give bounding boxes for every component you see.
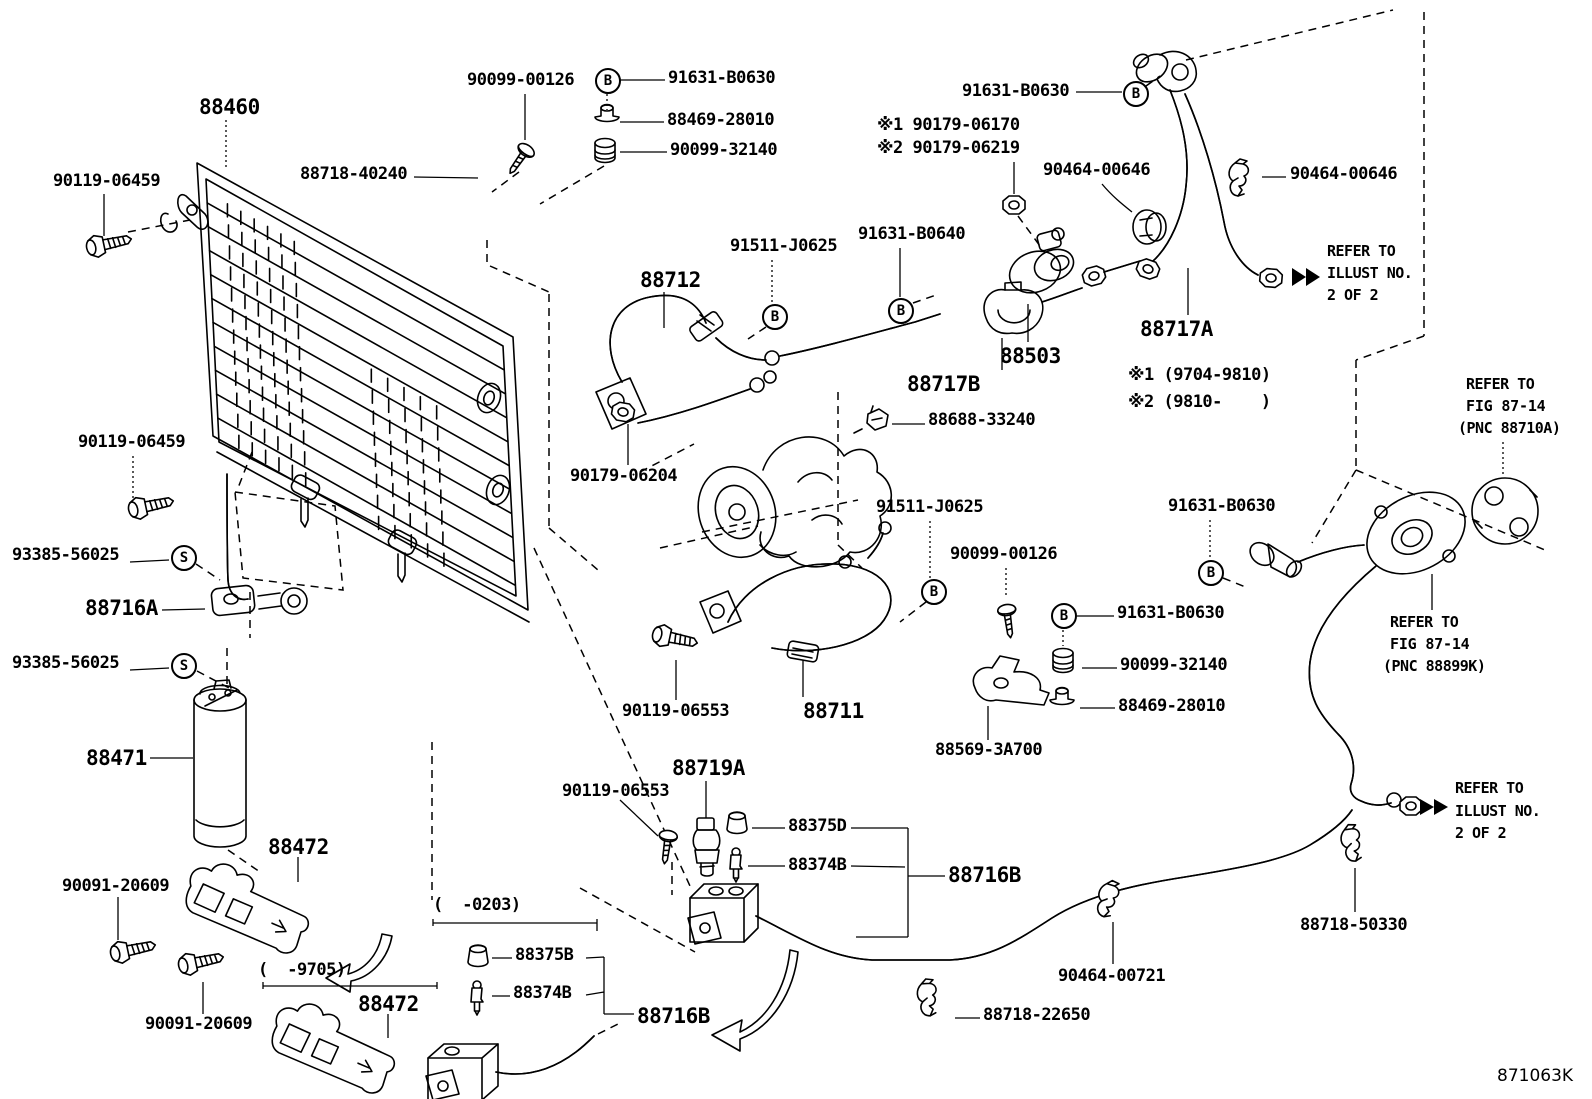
label-88718-22650: 88718-22650 (983, 1005, 1091, 1025)
label-91511-J0625-1: 91511-J0625 (730, 236, 838, 256)
label-refer-fig-710-1: REFER TO (1466, 375, 1535, 393)
label-90099-32140-2: 90099-32140 (1120, 655, 1228, 675)
label-88711: 88711 (803, 699, 864, 723)
fastener-symbol-b-6: B (1198, 560, 1224, 586)
label-88719A: 88719A (672, 756, 745, 780)
label-88374B-1: 88374B (788, 855, 847, 875)
fastener-symbol-b-4: B (921, 579, 947, 605)
label-90119-06459-1: 90119-06459 (53, 171, 161, 191)
label-93385-56025-1: 93385-56025 (12, 545, 120, 565)
label-88717A: 88717A (1140, 317, 1213, 341)
fastener-symbol-b-1: B (1123, 81, 1149, 107)
label-refer-fig-710-2: FIG 87-14 (1466, 397, 1546, 415)
label-refer-illust-bot-3: 2 OF 2 (1455, 824, 1507, 842)
label-88469-28010-1: 88469-28010 (667, 110, 775, 130)
fastener-symbol-b-5: B (1051, 603, 1077, 629)
label-88716B-2: 88716B (637, 1004, 710, 1028)
label-91631-B0630-1: 91631-B0630 (668, 68, 776, 88)
label-90099-00126-2: 90099-00126 (950, 544, 1058, 564)
label-refer-illust-top-1: REFER TO (1327, 242, 1396, 260)
label-note-4: ※2 (9810- ) (1128, 392, 1271, 412)
label-88460: 88460 (199, 95, 260, 119)
label-88469-28010-2: 88469-28010 (1118, 696, 1226, 716)
label-91631-B0630-2: 91631-B0630 (962, 81, 1070, 101)
label-90464-00646-1: 90464-00646 (1043, 160, 1151, 180)
label-refer-illust-bot-2: ILLUST NO. (1455, 802, 1541, 820)
label-refer-illust-top-3: 2 OF 2 (1327, 286, 1379, 304)
label-note-3: ※1 (9704-9810) (1128, 365, 1271, 385)
label-88718-50330: 88718-50330 (1300, 915, 1408, 935)
fastener-symbol-s-7: S (171, 545, 197, 571)
fastener-symbol-b-0: B (595, 68, 621, 94)
label-note-2: ※2 90179-06219 (877, 138, 1020, 158)
label-88569-3A700: 88569-3A700 (935, 740, 1043, 760)
label-90464-00646-2: 90464-00646 (1290, 164, 1398, 184)
label-paren-0203: ( -0203) (433, 895, 521, 915)
fastener-symbol-b-2: B (762, 304, 788, 330)
label-88503: 88503 (1000, 344, 1061, 368)
fastener-symbol-s-8: S (171, 653, 197, 679)
label-88471: 88471 (86, 746, 147, 770)
label-paren-9705: ( -9705) (258, 960, 346, 980)
label-90099-32140-1: 90099-32140 (670, 140, 778, 160)
label-91631-B0640: 91631-B0640 (858, 224, 966, 244)
label-91511-J0625-2: 91511-J0625 (876, 497, 984, 517)
fastener-symbol-b-3: B (888, 298, 914, 324)
label-90119-06553-1: 90119-06553 (622, 701, 730, 721)
label-88712: 88712 (640, 268, 701, 292)
label-88716B-1: 88716B (948, 863, 1021, 887)
label-91631-B0630-3: 91631-B0630 (1168, 496, 1276, 516)
label-88375B: 88375B (515, 945, 574, 965)
label-refer-fig-899-2: FIG 87-14 (1390, 635, 1470, 653)
label-refer-fig-899-3: (PNC 88899K) (1383, 657, 1486, 675)
label-88374B-2: 88374B (513, 983, 572, 1003)
label-88688-33240: 88688-33240 (928, 410, 1036, 430)
label-88472-1: 88472 (268, 835, 329, 859)
label-90464-00721: 90464-00721 (1058, 966, 1166, 986)
label-note-1: ※1 90179-06170 (877, 115, 1020, 135)
label-88375D: 88375D (788, 816, 847, 836)
label-refer-fig-899-1: REFER TO (1390, 613, 1459, 631)
label-90091-20609-2: 90091-20609 (145, 1014, 253, 1034)
label-refer-illust-top-2: ILLUST NO. (1327, 264, 1413, 282)
label-88472-2: 88472 (358, 992, 419, 1016)
label-refer-illust-bot-1: REFER TO (1455, 779, 1524, 797)
label-88718-40240: 88718-40240 (300, 164, 408, 184)
label-88717B: 88717B (907, 372, 980, 396)
label-refer-fig-710-3: (PNC 88710A) (1458, 419, 1561, 437)
label-footer-code: 871063K (1497, 1066, 1574, 1086)
label-93385-56025-2: 93385-56025 (12, 653, 120, 673)
label-91631-B0630-4: 91631-B0630 (1117, 603, 1225, 623)
label-90091-20609-1: 90091-20609 (62, 876, 170, 896)
label-88716A: 88716A (85, 596, 158, 620)
label-90119-06553-2: 90119-06553 (562, 781, 670, 801)
label-90099-00126-1: 90099-00126 (467, 70, 575, 90)
label-90119-06459-2: 90119-06459 (78, 432, 186, 452)
label-90179-06204: 90179-06204 (570, 466, 678, 486)
